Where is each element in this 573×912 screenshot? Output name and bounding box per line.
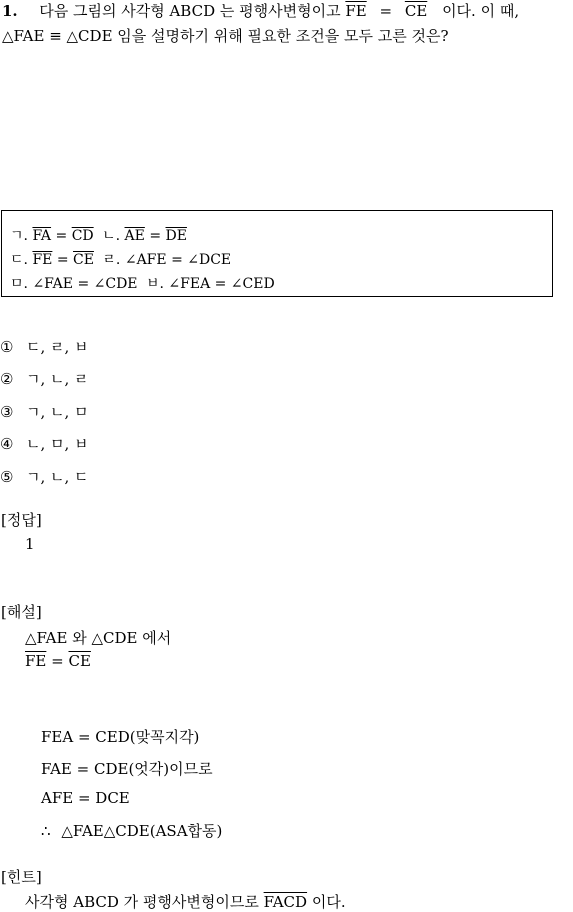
choice-4-number: ④ <box>0 435 14 453</box>
hint-text-a: 사각형 ABCD 가 평행사변형이므로 <box>25 893 259 911</box>
condition-g-label: ㄱ. <box>10 228 28 244</box>
choice-1-number: ① <box>0 338 14 356</box>
hint-text-b: 이다. <box>311 893 346 911</box>
question-line-1 <box>2 0 519 21</box>
hint-overline-facd: FACD <box>263 893 308 911</box>
choice-5-text: ㄱ, ㄴ, ㄷ <box>26 468 89 486</box>
question-segment-ce: $\overline{CE}$ <box>404 2 428 20</box>
choice-3-number: ③ <box>0 403 14 421</box>
explanation-line-2 <box>25 652 91 670</box>
explanation-step-2: FAE = CDE(엇각)이므로 <box>41 760 213 778</box>
explanation-step-1: FEA = CED(맞꼭지각) <box>41 728 200 746</box>
explanation-step-3: AFE = DCE <box>41 789 130 807</box>
therefore-symbol: ∴ <box>41 822 51 840</box>
choice-3-text: ㄱ, ㄴ, ㅁ <box>26 403 89 421</box>
choice-1-text: ㄷ, ㄹ, ㅂ <box>26 338 89 356</box>
choice-2-text: ㄱ, ㄴ, ㄹ <box>26 370 89 388</box>
conditions-row-3 <box>10 273 275 293</box>
condition-n-eq: = <box>149 228 162 244</box>
conditions-row-2 <box>10 249 231 269</box>
explanation-equals: = <box>51 652 64 670</box>
choice-5[interactable] <box>0 466 89 487</box>
condition-d-left: $\overline{FE}$ <box>32 252 53 268</box>
answer-label: [정답] <box>1 511 42 529</box>
choice-4-text: ㄴ, ㅁ, ㅂ <box>26 435 89 453</box>
question-text-a: 다음 그림의 사각형 ABCD 는 평행사변형이고 <box>39 2 341 20</box>
question-number: 1. <box>2 2 18 20</box>
condition-g-eq: = <box>55 228 68 244</box>
choice-5-number: ⑤ <box>0 468 14 486</box>
explanation-label: [해설] <box>1 603 42 621</box>
hint-label: [힌트] <box>1 868 42 886</box>
condition-d-label: ㄷ. <box>10 252 28 268</box>
explanation-conclusion: △FAE△CDE(ASA합동) <box>61 822 223 840</box>
choice-1[interactable] <box>0 336 89 357</box>
condition-b-text: ∠FEA = ∠CED <box>168 276 275 292</box>
question-line-2: △FAE ≡ △CDE 임을 설명하기 위해 필요한 조건을 모두 고른 것은? <box>2 27 449 45</box>
explanation-segment-ce: $\overline{CE}$ <box>68 652 91 670</box>
condition-m-label: ㅁ. <box>10 276 28 292</box>
condition-n-left: $\overline{AE}$ <box>124 228 145 244</box>
question-segment-fe: $\overline{FE}$ <box>345 2 367 20</box>
condition-r-label: ㄹ. <box>102 252 121 268</box>
explanation-segment-fe: $\overline{FE}$ <box>25 652 47 670</box>
answer-value: 1 <box>25 535 35 553</box>
condition-d-right: $\overline{CE}$ <box>73 252 94 268</box>
choice-3[interactable] <box>0 401 89 422</box>
conditions-box <box>1 210 553 297</box>
condition-b-label: ㅂ. <box>145 276 164 292</box>
condition-m-text: ∠FAE = ∠CDE <box>32 276 138 292</box>
condition-r-text: ∠AFE = ∠DCE <box>124 252 232 268</box>
explanation-line-1: △FAE 와 △CDE 에서 <box>25 629 172 647</box>
choice-2-number: ② <box>0 370 14 388</box>
condition-n-label: ㄴ. <box>102 228 121 244</box>
condition-d-eq: = <box>56 252 69 268</box>
choice-2[interactable] <box>0 368 89 389</box>
condition-g-right: $\overline{CD}$ <box>71 228 94 244</box>
condition-n-right: $\overline{DE}$ <box>165 228 187 244</box>
question-text-b: 이다. 이 때, <box>442 2 520 20</box>
explanation-step-4 <box>41 820 222 841</box>
choice-4[interactable] <box>0 433 89 454</box>
hint-text <box>25 891 346 912</box>
condition-g-left: $\overline{FA}$ <box>32 228 52 244</box>
conditions-row-1 <box>10 225 187 245</box>
question-equals: = <box>379 2 393 20</box>
